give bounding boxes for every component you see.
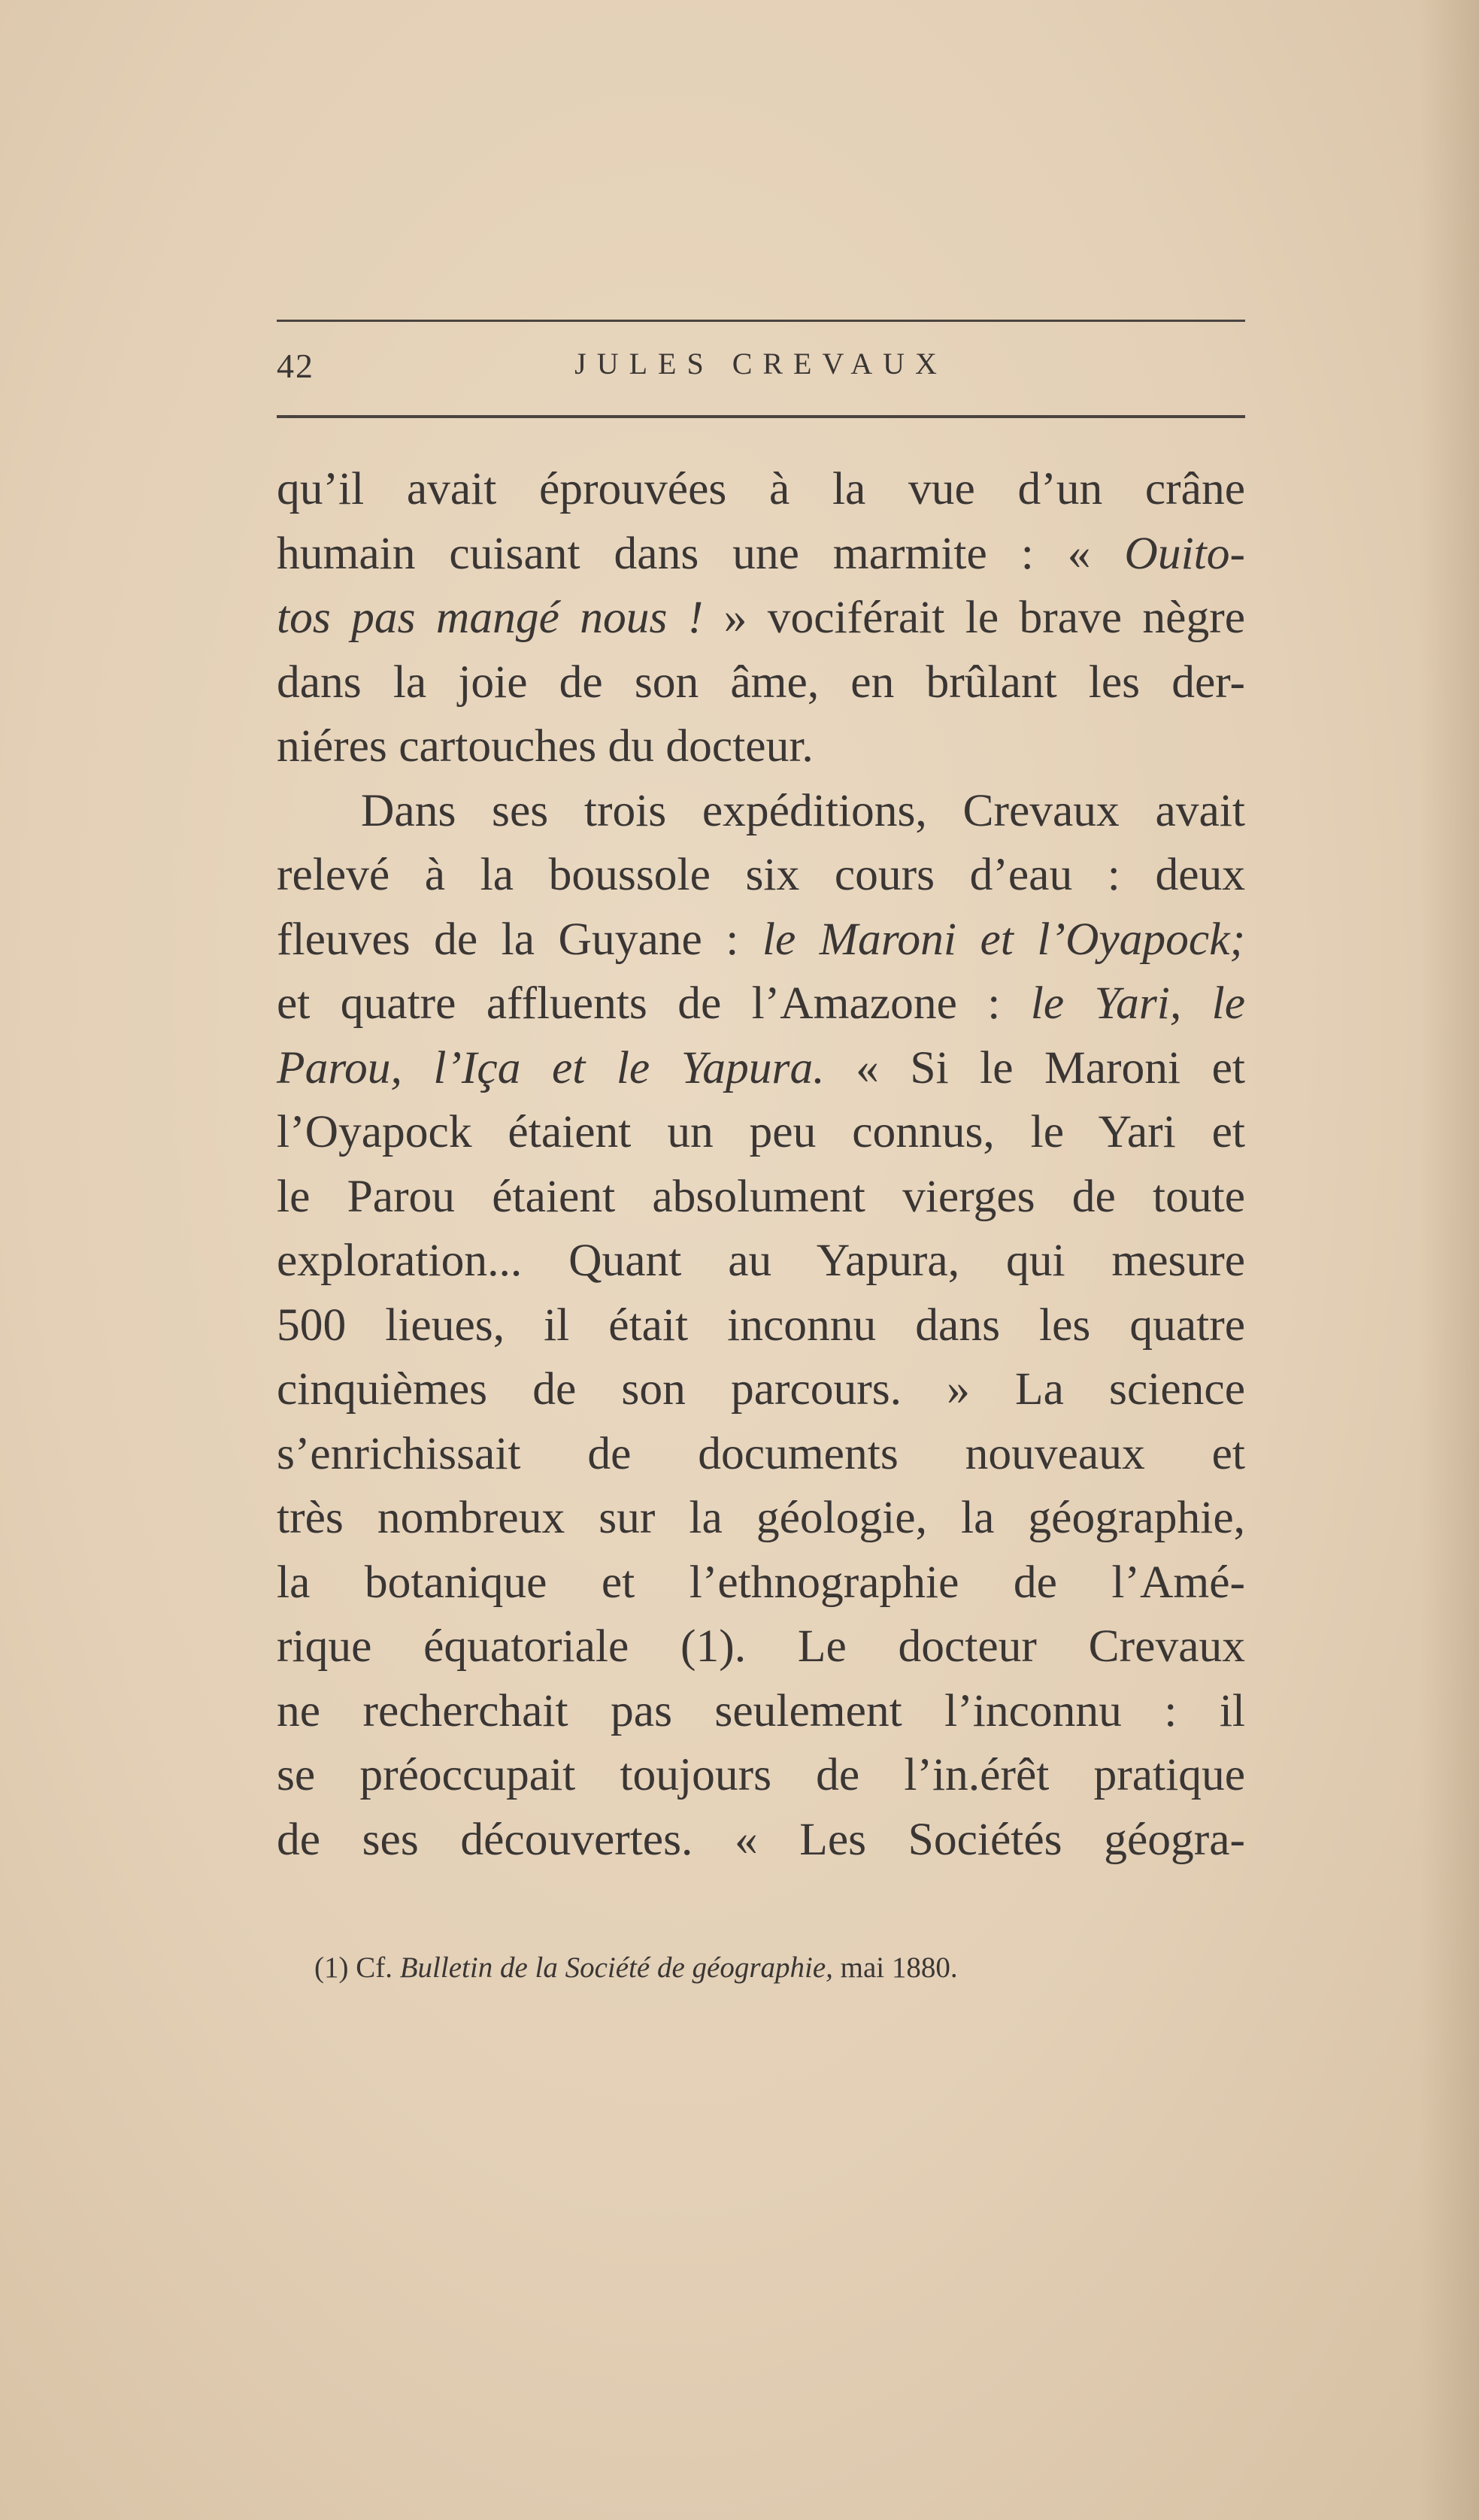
text-line: le Parou étaient absolument vierges de toute [277, 1170, 1245, 1222]
text-line: de ses découvertes. « Les Sociétés géogra- [277, 1813, 1245, 1865]
text-line: s’enrichissait de documents nouveaux et [277, 1427, 1245, 1479]
page-number: 42 [277, 347, 314, 385]
text-line: relevé à la boussole six cours d’eau : deux [277, 849, 1245, 900]
body-text [277, 457, 1245, 1872]
text-line: cinquièmes de son parcours. » La science [277, 1363, 1245, 1415]
italic-phrase: le Yari, le [1030, 978, 1245, 1029]
running-head [277, 346, 1245, 399]
italic-phrase: tos pas mangé nous ! [277, 592, 704, 643]
text-line: exploration... Quant au Yapura, qui mesure [277, 1235, 1245, 1286]
text-line: l’Oyapock étaient un peu connus, le Yari et [277, 1106, 1245, 1157]
text-line: fleuves de la Guyane : le Maroni et l’Oyapock; [277, 913, 1245, 965]
italic-phrase: Ouito- [1124, 527, 1245, 579]
text-line: la botanique et l’ethnographie de l’Amé- [277, 1556, 1245, 1608]
italic-phrase: le Maroni et l’Oyapock; [762, 913, 1245, 965]
text-line: rique équatoriale (1). Le docteur Crevaux [277, 1621, 1245, 1672]
text-line: Dans ses trois expéditions, Crevaux avait [361, 784, 1245, 836]
text-line: tos pas mangé nous ! » vociférait le brave nègre [277, 592, 1246, 643]
text-line: niéres cartouches du docteur. [277, 720, 814, 772]
text-line: humain cuisant dans une marmite : « Ouito- [277, 527, 1245, 579]
footnote: (1) Cf. Bulletin de la Société de géographie, mai 1880. [314, 1951, 958, 1984]
header-rule-top [277, 320, 1245, 322]
text-line: qu’il avait éprouvées à la vue d’un crâne [277, 463, 1245, 514]
text-line: se préoccupait toujours de l’in.érêt pratique [277, 1749, 1245, 1800]
text-line: très nombreux sur la géologie, la géographie, [277, 1492, 1245, 1543]
text-line: 500 lieues, il était inconnu dans les quatre [277, 1299, 1245, 1351]
footnote-source: Bulletin de la Société de géographie, [399, 1951, 833, 1984]
text-line: dans la joie de son âme, en brûlant les der- [277, 656, 1245, 708]
header-rule-bottom [277, 415, 1245, 418]
italic-phrase: Parou, l’Iça et le Yapura. [277, 1042, 825, 1093]
text-line: et quatre affluents de l’Amazone : le Yari, le [277, 978, 1245, 1029]
text-line: ne recherchait pas seulement l’inconnu : il [277, 1685, 1245, 1736]
page-edge-shadow [1419, 0, 1479, 2520]
text-line: Parou, l’Iça et le Yapura. « Si le Maroni et [277, 1042, 1245, 1093]
running-title: JULES CREVAUX [574, 347, 947, 381]
